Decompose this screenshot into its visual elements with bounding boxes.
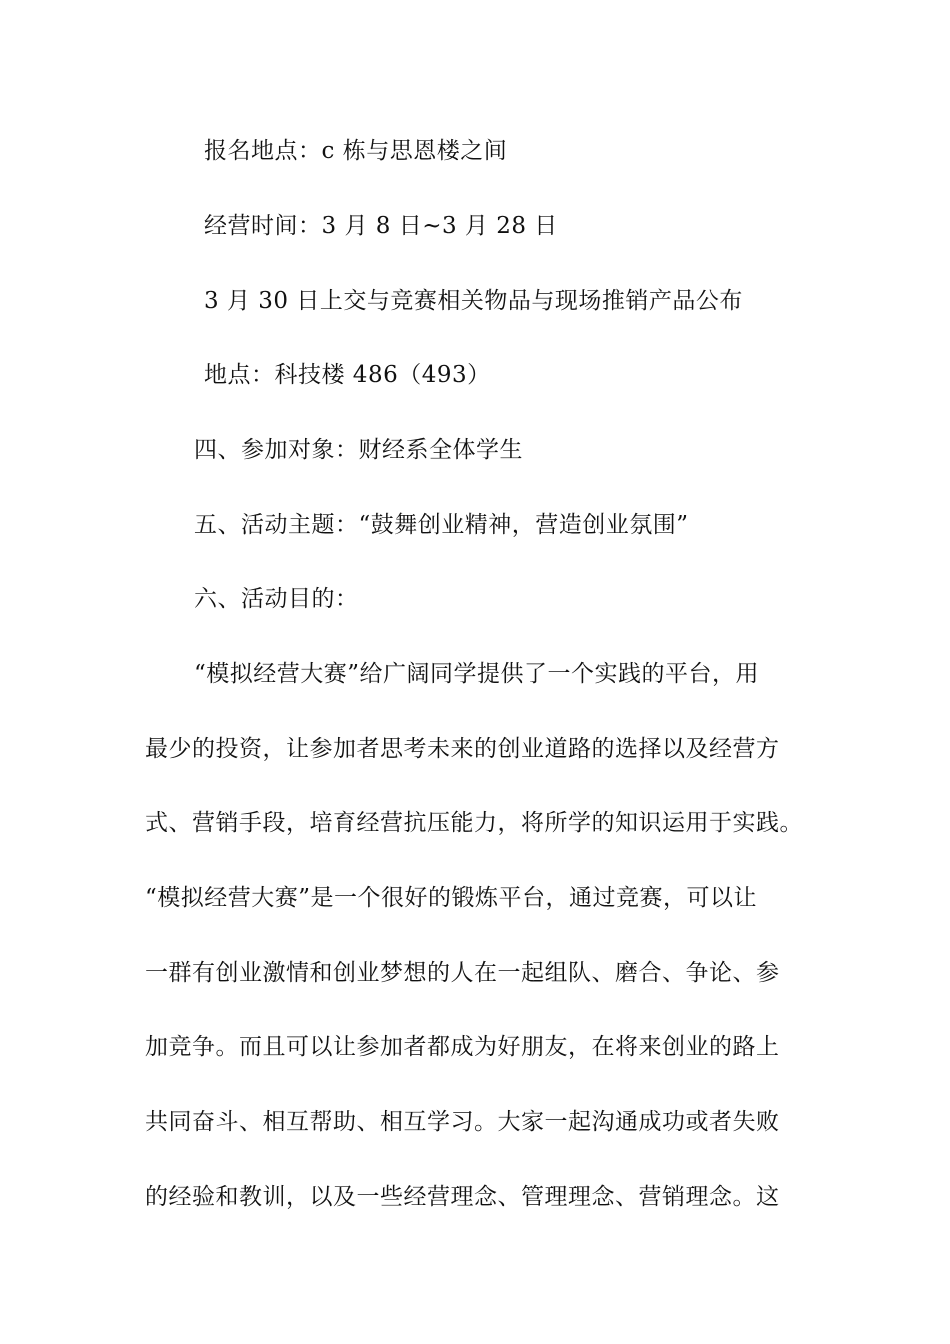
operation-time-line: 经营时间：3 月 8 日~3 月 28 日 bbox=[204, 213, 558, 239]
venue-line: 地点：科技楼 486（493） bbox=[204, 362, 491, 388]
paragraph-line: 加竞争。而且可以让参加者都成为好朋友，在将来创业的路上 bbox=[145, 1034, 780, 1060]
purpose-heading: 六、活动目的： bbox=[194, 586, 359, 612]
paragraph-line: “模拟经营大赛”给广阔同学提供了一个实践的平台，用 bbox=[194, 661, 760, 687]
submission-date-line: 3 月 30 日上交与竞赛相关物品与现场推销产品公布 bbox=[204, 288, 743, 314]
paragraph-line: 的经验和教训，以及一些经营理念、管理理念、营销理念。这 bbox=[145, 1184, 780, 1210]
paragraph-line: 共同奋斗、相互帮助、相互学习。大家一起沟通成功或者失败 bbox=[145, 1109, 780, 1135]
paragraph-line: 一群有创业激情和创业梦想的人在一起组队、磨合、争论、参 bbox=[145, 960, 780, 986]
registration-location-line: 报名地点：c 栋与思恩楼之间 bbox=[204, 138, 508, 164]
paragraph-line: “模拟经营大赛”是一个很好的锻炼平台，通过竞赛，可以让 bbox=[145, 885, 758, 911]
paragraph-line: 最少的投资，让参加者思考未来的创业道路的选择以及经营方 bbox=[145, 736, 780, 762]
paragraph-line: 式、营销手段，培育经营抗压能力，将所学的知识运用于实践。 bbox=[145, 810, 803, 836]
participants-heading: 四、参加对象：财经系全体学生 bbox=[194, 437, 523, 463]
theme-heading: 五、活动主题：“鼓舞创业精神，营造创业氛围” bbox=[194, 512, 689, 538]
